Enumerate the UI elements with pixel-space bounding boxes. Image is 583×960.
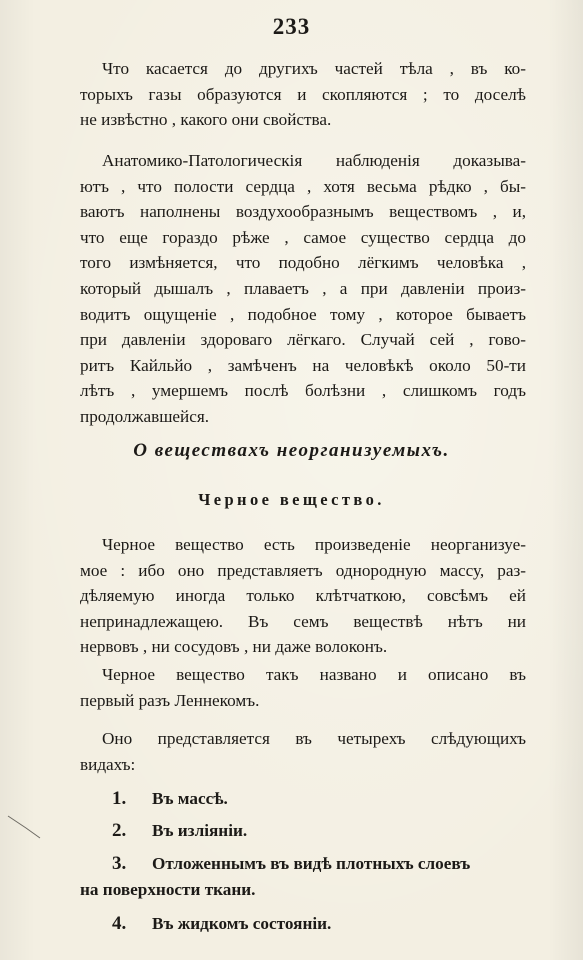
list-text: Отложеннымъ въ видѣ плотныхъ слоевъ <box>152 854 471 873</box>
text-line: не извѣстно , какого они свойства. <box>80 110 332 130</box>
text-line: продолжавшейся. <box>80 406 210 426</box>
text-line: того измѣняется, что подобно лёгкимъ человѣка , <box>80 253 526 273</box>
text-line: ритъ Кайльйо , замѣченъ на человѣкѣ около 50-ти <box>80 355 526 375</box>
list-number: 3. <box>112 853 127 874</box>
list-item <box>80 818 526 844</box>
paragraph-black-matter <box>80 532 526 660</box>
pencil-mark-icon <box>6 812 46 842</box>
text-line: нервовъ , ни сосудовъ , ни даже волоконъ. <box>80 637 388 657</box>
subheading: Черное вещество. <box>198 490 385 509</box>
text-line: Что касается до другихъ частей тѣла , въ ко- <box>102 59 526 78</box>
list-number: 4. <box>112 913 127 934</box>
section-heading: О веществахъ неорганизуемыхъ. <box>133 440 450 461</box>
text-line: видахъ: <box>80 754 136 774</box>
text-line: ваютъ наполнены воздухообразнымъ веществомъ , и, <box>80 202 526 222</box>
text-line: непринадлежащею. Въ семъ веществѣ нѣтъ ни <box>80 611 526 631</box>
list-item <box>80 786 526 812</box>
text-line: Черное вещество есть произведеніе неорганизуе- <box>102 535 526 554</box>
text-line: мое : ибо оно представляетъ однородную массу, раз- <box>80 560 526 580</box>
paragraph-forms <box>80 726 526 777</box>
text-line: Оно представляется въ четырехъ слѣдующихъ <box>102 729 526 748</box>
text-line: Анатомико-Патологическія наблюденія доказыва- <box>102 151 526 170</box>
page-number: 233 <box>272 14 311 39</box>
paragraph-gases <box>80 56 526 133</box>
list-item <box>80 851 526 902</box>
list-text: Въ массѣ. <box>152 789 228 808</box>
text-line: который дышалъ , плаваетъ , а при давленіи произ- <box>80 278 526 298</box>
text-line: водитъ ощущеніе , подобное тому , которое бываетъ <box>80 304 526 324</box>
text-line: лѣтъ , умершемъ послѣ болѣзни , слишкомъ годъ <box>80 381 526 401</box>
text-line: первый разъ Леннекомъ. <box>80 690 260 710</box>
text-line: при давленіи здороваго лёгкаго. Случай сей , гово- <box>80 330 526 350</box>
list-text: Въ изліяніи. <box>152 821 248 840</box>
text-line: торыхъ газы образуются и скопляются ; то доселѣ <box>80 84 526 104</box>
text-line: ютъ , что полости сердца , хотя весьма рѣдко , бы- <box>80 176 526 196</box>
list-text-continuation: на поверхности ткани. <box>80 879 256 899</box>
text-line: что еще гораздо рѣже , самое существо сердца до <box>80 227 526 247</box>
list-text: Въ жидкомъ состояніи. <box>152 914 332 933</box>
list-number: 1. <box>112 788 127 809</box>
list-number: 2. <box>112 820 127 841</box>
text-line: дѣляемую иногда только клѣтчаткою, совсѣмъ ей <box>80 586 526 606</box>
paragraph-anatomy <box>80 148 526 430</box>
list-item <box>80 911 526 937</box>
text-line: Черное вещество такъ названо и описано въ <box>102 665 526 684</box>
paragraph-laennec <box>80 662 526 713</box>
